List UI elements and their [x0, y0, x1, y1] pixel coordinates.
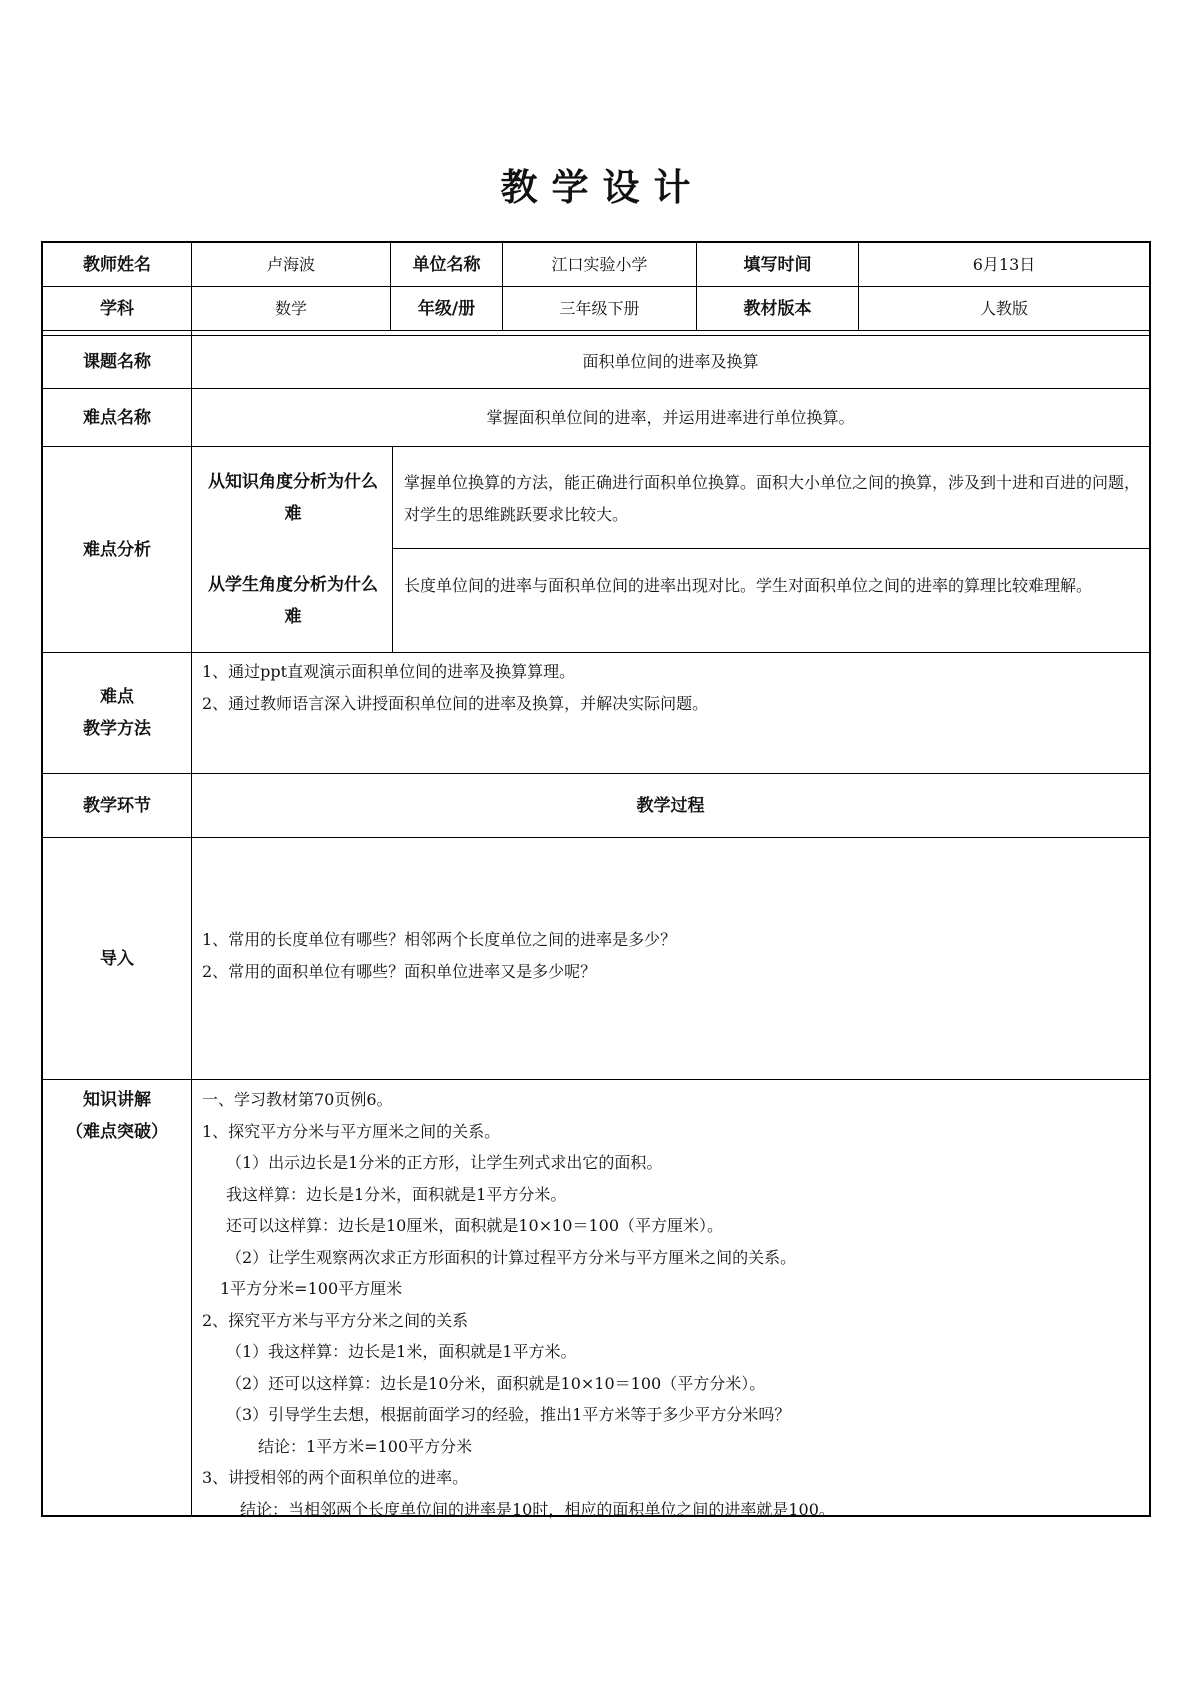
row-divider [41, 837, 1151, 838]
topic-label: 课题名称 [83, 352, 151, 372]
explain-line: （1）出示边长是1分米的正方形，让学生列式求出它的面积。 [226, 1153, 663, 1172]
col-divider [392, 446, 393, 652]
edition-value: 人教版 [979, 298, 1028, 318]
grade-value: 三年级下册 [559, 298, 640, 318]
intro-label: 导入 [100, 948, 134, 969]
intro-text [202, 924, 1142, 988]
date-label: 填写时间 [743, 254, 812, 275]
explain-line: 结论：当相邻两个长度单位间的进率是10时，相应的面积单位之间的进率就是100。 [240, 1499, 835, 1519]
method-label [43, 653, 191, 773]
difficulty-label: 难点名称 [83, 407, 151, 428]
method-label-line1: 难点 [100, 687, 134, 707]
explain-line: 3、讲授相邻的两个面积单位的进率。 [202, 1468, 469, 1487]
unit-label: 单位名称 [412, 254, 481, 275]
knowledge-analysis-text: 掌握单位换算的方法，能正确进行面积单位换算。面积大小单位之间的换算，涉及到十进和百进的问题，对学生的思维跳跃要求比较大。 [404, 473, 1141, 524]
analysis-label: 难点分析 [83, 539, 151, 560]
intro-line: 2、常用的面积单位有哪些？面积单位进率又是多少呢？ [202, 962, 597, 981]
explain-line: （3）引导学生去想，根据前面学习的经验，推出1平方米等于多少平方分米吗？ [226, 1405, 791, 1424]
explain-text [202, 1084, 1142, 1525]
difficulty-value: 掌握面积单位间的进率，并运用进率进行单位换算。 [486, 407, 855, 427]
stage-header: 教学环节 [83, 795, 151, 816]
method-text [202, 656, 1142, 720]
explain-line: （2）还可以这样算：边长是10分米，面积就是10×10＝100（平方分米）。 [226, 1373, 766, 1393]
explain-line: 我这样算：边长是1分米，面积就是1平方分米。 [226, 1184, 567, 1204]
explain-label-line1: 知识讲解 [83, 1090, 151, 1110]
subject-label: 学科 [100, 298, 134, 319]
explain-line: （1）我这样算：边长是1米，面积就是1平方米。 [226, 1342, 577, 1361]
explain-line: 1平方分米=100平方厘米 [220, 1279, 403, 1298]
date-value: 6月13日 [972, 254, 1036, 274]
unit-value: 江口实验小学 [551, 254, 648, 274]
explain-line: 1、探究平方分米与平方厘米之间的关系。 [202, 1121, 501, 1141]
intro-line: 1、常用的长度单位有哪些？相邻两个长度单位之间的进率是多少？ [202, 930, 677, 949]
explain-line: 结论：1平方米=100平方分米 [258, 1436, 473, 1456]
explain-line: 2、探究平方米与平方分米之间的关系 [202, 1310, 469, 1330]
method-line: 2、通过教师语言深入讲授面积单位间的进率及换算，并解决实际问题。 [202, 694, 709, 713]
edition-label: 教材版本 [743, 298, 812, 319]
teacher-label: 教师姓名 [83, 254, 151, 275]
student-analysis-label: 从学生角度分析为什么难 [208, 574, 378, 627]
method-label-line2: 教学方法 [83, 719, 151, 739]
knowledge-analysis-label: 从知识角度分析为什么难 [208, 471, 378, 524]
explain-line: 还可以这样算：边长是10厘米，面积就是10×10＝100（平方厘米）。 [226, 1216, 724, 1235]
explain-label-line2: （难点突破） [66, 1122, 168, 1142]
explain-label [43, 1084, 191, 1154]
topic-value: 面积单位间的进率及换算 [582, 352, 759, 371]
method-line: 1、通过ppt直观演示面积单位间的进率及换算算理。 [202, 662, 576, 681]
process-header: 教学过程 [636, 795, 705, 816]
subject-value: 数学 [274, 298, 307, 318]
student-analysis-text: 长度单位间的进率与面积单位间的进率出现对比。学生对面积单位之间的进率的算理比较难理解。 [404, 576, 1093, 595]
row-divider [41, 1079, 1151, 1080]
row-divider [41, 330, 1151, 331]
explain-line: （2）让学生观察两次求正方形面积的计算过程平方分米与平方厘米之间的关系。 [226, 1247, 797, 1267]
document-title: 教学设计 [500, 166, 705, 209]
row-divider [392, 548, 1151, 549]
row-divider [41, 652, 1151, 653]
explain-line: 一、学习教材第70页例6。 [202, 1090, 393, 1109]
teacher-value: 卢海波 [266, 254, 315, 274]
grade-label: 年级/册 [417, 298, 476, 319]
